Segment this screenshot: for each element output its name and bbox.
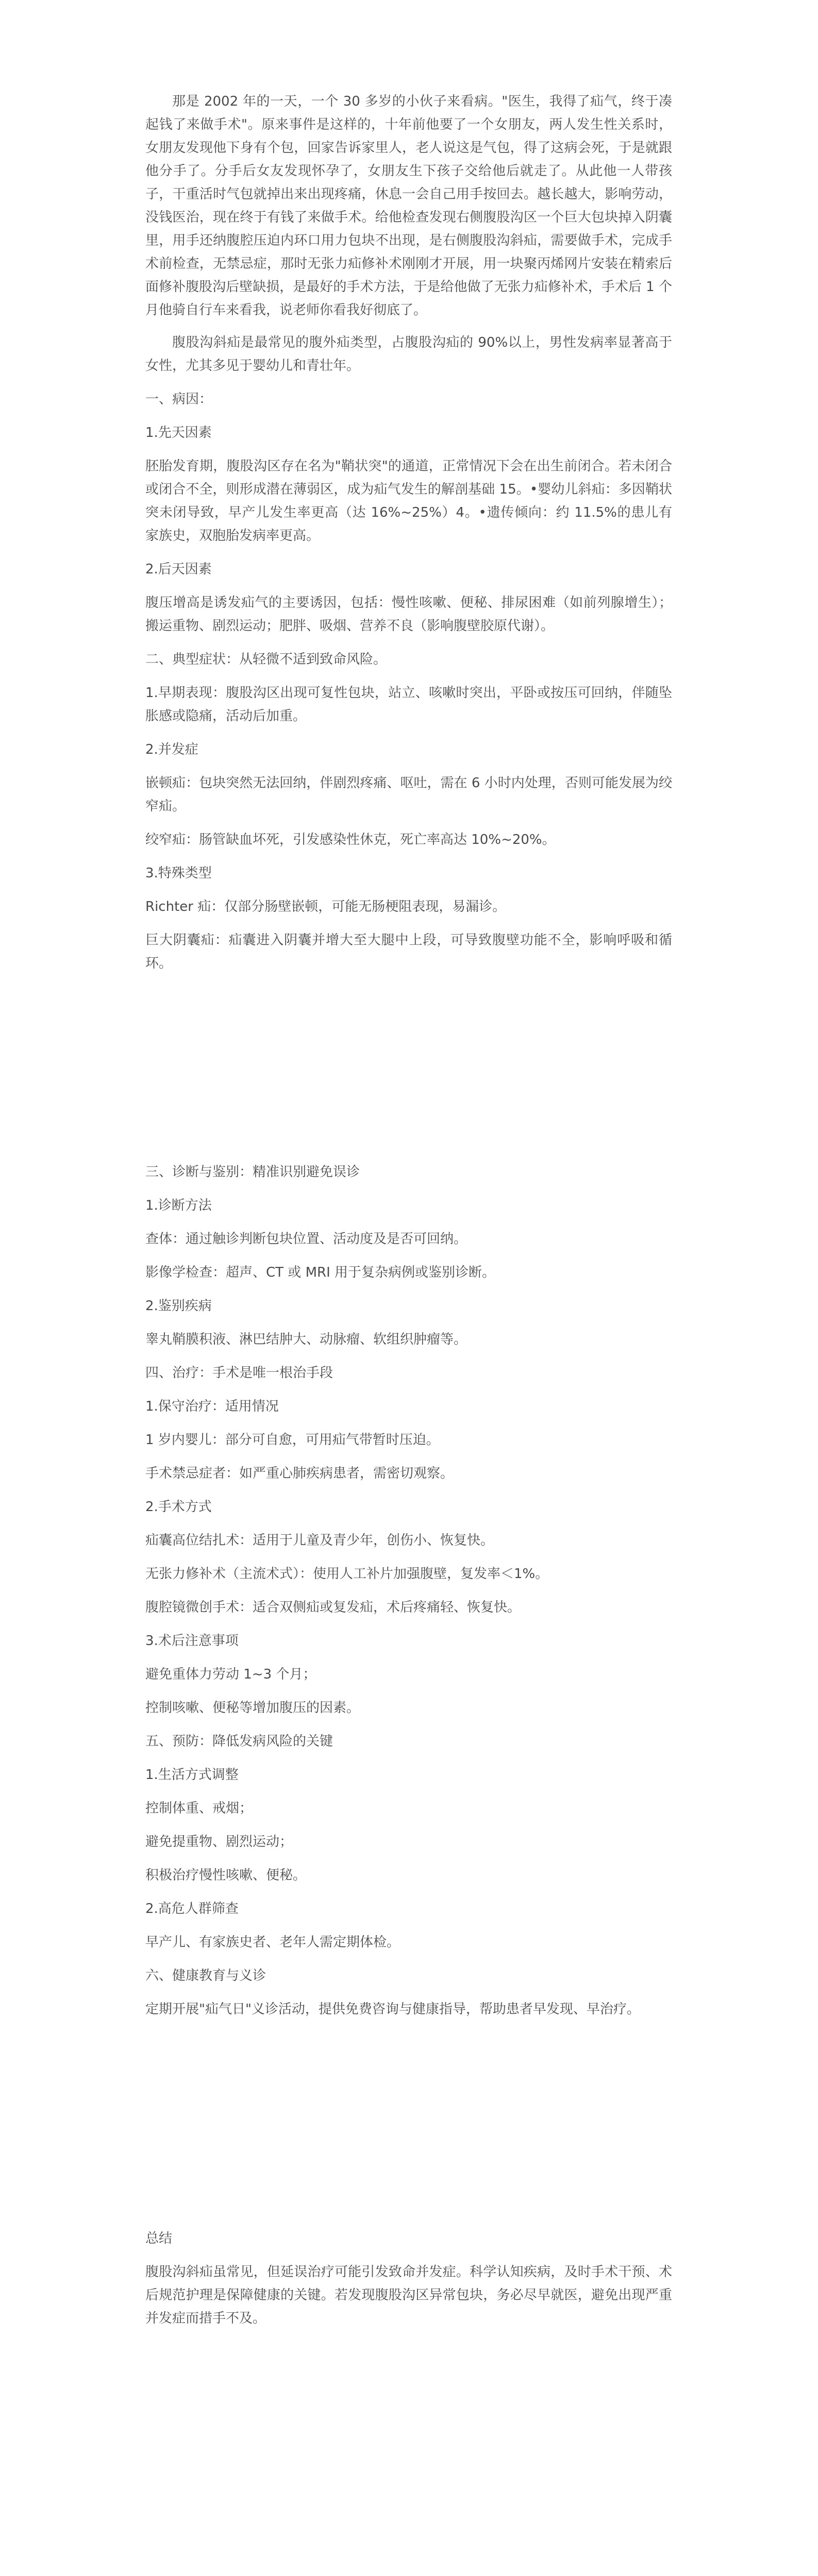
- section5-sub1-a: 控制体重、戒烟；: [145, 1801, 253, 1816]
- section3-sub2-text: 睾丸鞘膜积液、淋巴结肿大、动脉瘤、软组织肿瘤等。: [145, 1332, 468, 1347]
- section6-heading: 六、健康教育与义诊: [145, 1968, 266, 1984]
- section2-sub3-title: 3.特殊类型: [145, 866, 212, 881]
- section2-sub2-a: 嵌顿疝：包块突然无法回纳，伴剧烈疼痛、呕吐，需在 6 小时内处理，否则可能发展为绞窄疝。: [145, 775, 672, 814]
- summary-heading: 总结: [145, 2231, 173, 2246]
- section2-sub1-title: 1.早期表现：腹股沟区出现可复性包块，站立、咳嗽时突出，平卧或按压可回纳，伴随坠胀感或隐痛，活动后加重。: [145, 685, 672, 724]
- blank-space: [145, 975, 672, 1161]
- section4-sub2-title: 2.手术方式: [145, 1499, 212, 1515]
- section5-sub1-c: 积极治疗慢性咳嗽、便秘。: [145, 1868, 307, 1883]
- section5-sub2-title: 2.高危人群筛查: [145, 1901, 239, 1917]
- section4-sub3-a: 避免重体力劳动 1~3 个月；: [145, 1667, 316, 1682]
- section5-heading: 五、预防：降低发病风险的关键: [145, 1734, 333, 1749]
- section5-sub1-title: 1.生活方式调整: [145, 1767, 239, 1783]
- section4-sub2-b: 无张力修补术（主流术式）：使用人工补片加强腹壁，复发率＜1%。: [145, 1566, 549, 1582]
- summary-text: 腹股沟斜疝虽常见，但延误治疗可能引发致命并发症。科学认知疾病，及时手术干预、术后规范护理是保障健康的关键。若发现腹股沟区异常包块，务必尽早就医，避免出现严重并发症而措手不及。: [145, 2264, 672, 2326]
- section4-sub2-c: 腹腔镜微创手术：适合双侧疝或复发疝，术后疼痛轻、恢复快。: [145, 1600, 521, 1615]
- section2-sub2-b: 绞窄疝：肠管缺血坏死，引发感染性休克，死亡率高达 10%~20%。: [145, 832, 556, 848]
- section4-heading: 四、治疗：手术是唯一根治手段: [145, 1365, 333, 1381]
- section1-heading: 一、病因：: [145, 392, 213, 407]
- section1-sub1-text: 胚胎发育期，腹股沟区存在名为"鞘状突"的通道，正常情况下会在出生前闭合。若未闭合或闭合不全，则形成潜在薄弱区，成为疝气发生的解剖基础 15。•婴幼儿斜疝：多因鞘状突未闭导致，早产儿发生率更高（达 16%~25%）4。•遗传倾向：约 11.5%的患儿有家族史，双胞胎发病率更高。: [145, 459, 672, 544]
- section4-sub1-a: 1 岁内婴儿：部分可自愈，可用疝气带暂时压迫。: [145, 1432, 440, 1448]
- section1-sub2-text: 腹压增高是诱发疝气的主要诱因，包括：慢性咳嗽、便秘、排尿困难（如前列腺增生）；搬运重物、剧烈运动；肥胖、吸烟、营养不良（影响腹壁胶原代谢）。: [145, 595, 672, 634]
- section2-heading: 二、典型症状：从轻微不适到致命风险。: [145, 652, 387, 667]
- section4-sub1-title: 1.保守治疗：适用情况: [145, 1399, 279, 1414]
- section4-sub3-b: 控制咳嗽、便秘等增加腹压的因素。: [145, 1700, 360, 1716]
- section3-sub1-b: 影像学检查：超声、CT 或 MRI 用于复杂病例或鉴别诊断。: [145, 1265, 495, 1280]
- section5-sub1-b: 避免提重物、剧烈运动；: [145, 1834, 293, 1850]
- section2-sub2-title: 2.并发症: [145, 742, 198, 757]
- section1-sub1-title: 1.先天因素: [145, 425, 212, 440]
- section4-sub2-a: 疝囊高位结扎术：适用于儿童及青少年，创伤小、恢复快。: [145, 1533, 494, 1548]
- section4-sub1-b: 手术禁忌症者：如严重心肺疾病患者，需密切观察。: [145, 1466, 454, 1481]
- section3-heading: 三、诊断与鉴别：精准识别避免误诊: [145, 1164, 360, 1180]
- section3-sub1-a: 查体：通过触诊判断包块位置、活动度及是否可回纳。: [145, 1231, 468, 1247]
- section2-sub3-a: Richter 疝：仅部分肠壁嵌顿，可能无肠梗阻表现，易漏诊。: [145, 899, 506, 914]
- article: [145, 90, 672, 2330]
- section3-sub2-title: 2.鉴别疾病: [145, 1298, 212, 1314]
- blank-space: [145, 2021, 672, 2227]
- intro-paragraph-2: 腹股沟斜疝是最常见的腹外疝类型，占腹股沟疝的 90%以上，男性发病率显著高于女性，尤其多见于婴幼儿和青壮年。: [145, 335, 672, 374]
- section2-sub3-b: 巨大阴囊疝：疝囊进入阴囊并增大至大腿中上段，可导致腹壁功能不全，影响呼吸和循环。: [145, 933, 672, 971]
- section4-sub3-title: 3.术后注意事项: [145, 1633, 239, 1649]
- section1-sub2-title: 2.后天因素: [145, 562, 212, 577]
- section5-sub2-text: 早产儿、有家族史者、老年人需定期体检。: [145, 1935, 400, 1950]
- section6-text: 定期开展"疝气日"义诊活动，提供免费咨询与健康指导，帮助患者早发现、早治疗。: [145, 2002, 640, 2017]
- intro-paragraph-1: 那是 2002 年的一天，一个 30 多岁的小伙子来看病。"医生，我得了疝气，终于凑起钱了来做手术"。原来事件是这样的，十年前他要了一个女朋友，两人发生性关系时，女朋友发现他下身有个包，回家告诉家里人，老人说这是气包，得了这病会死，于是就跟他分手了。分手后女友发现怀孕了，女朋友生下孩子交给他后就走了。从此他一人带孩子，干重活时气包就掉出来出现疼痛，休息一会自己用手按回去。越长越大，影响劳动，没钱医治，现在终于有钱了来做手术。给他检查发现右侧腹股沟区一个巨大包块掉入阴囊里，用手还纳腹腔压迫内环口用力包块不出现，是右侧腹股沟斜疝，需要做手术，完成手术前检查，无禁忌症，那时无张力疝修补术刚刚才开展，用一块聚丙烯网片安装在精索后面修补腹股沟后壁缺损，是最好的手术方法，于是给他做了无张力疝修补术，手术后 1 个月他骑自行车来看我，说老师你看我好彻底了。: [145, 94, 672, 318]
- section3-sub1-title: 1.诊断方法: [145, 1198, 212, 1213]
